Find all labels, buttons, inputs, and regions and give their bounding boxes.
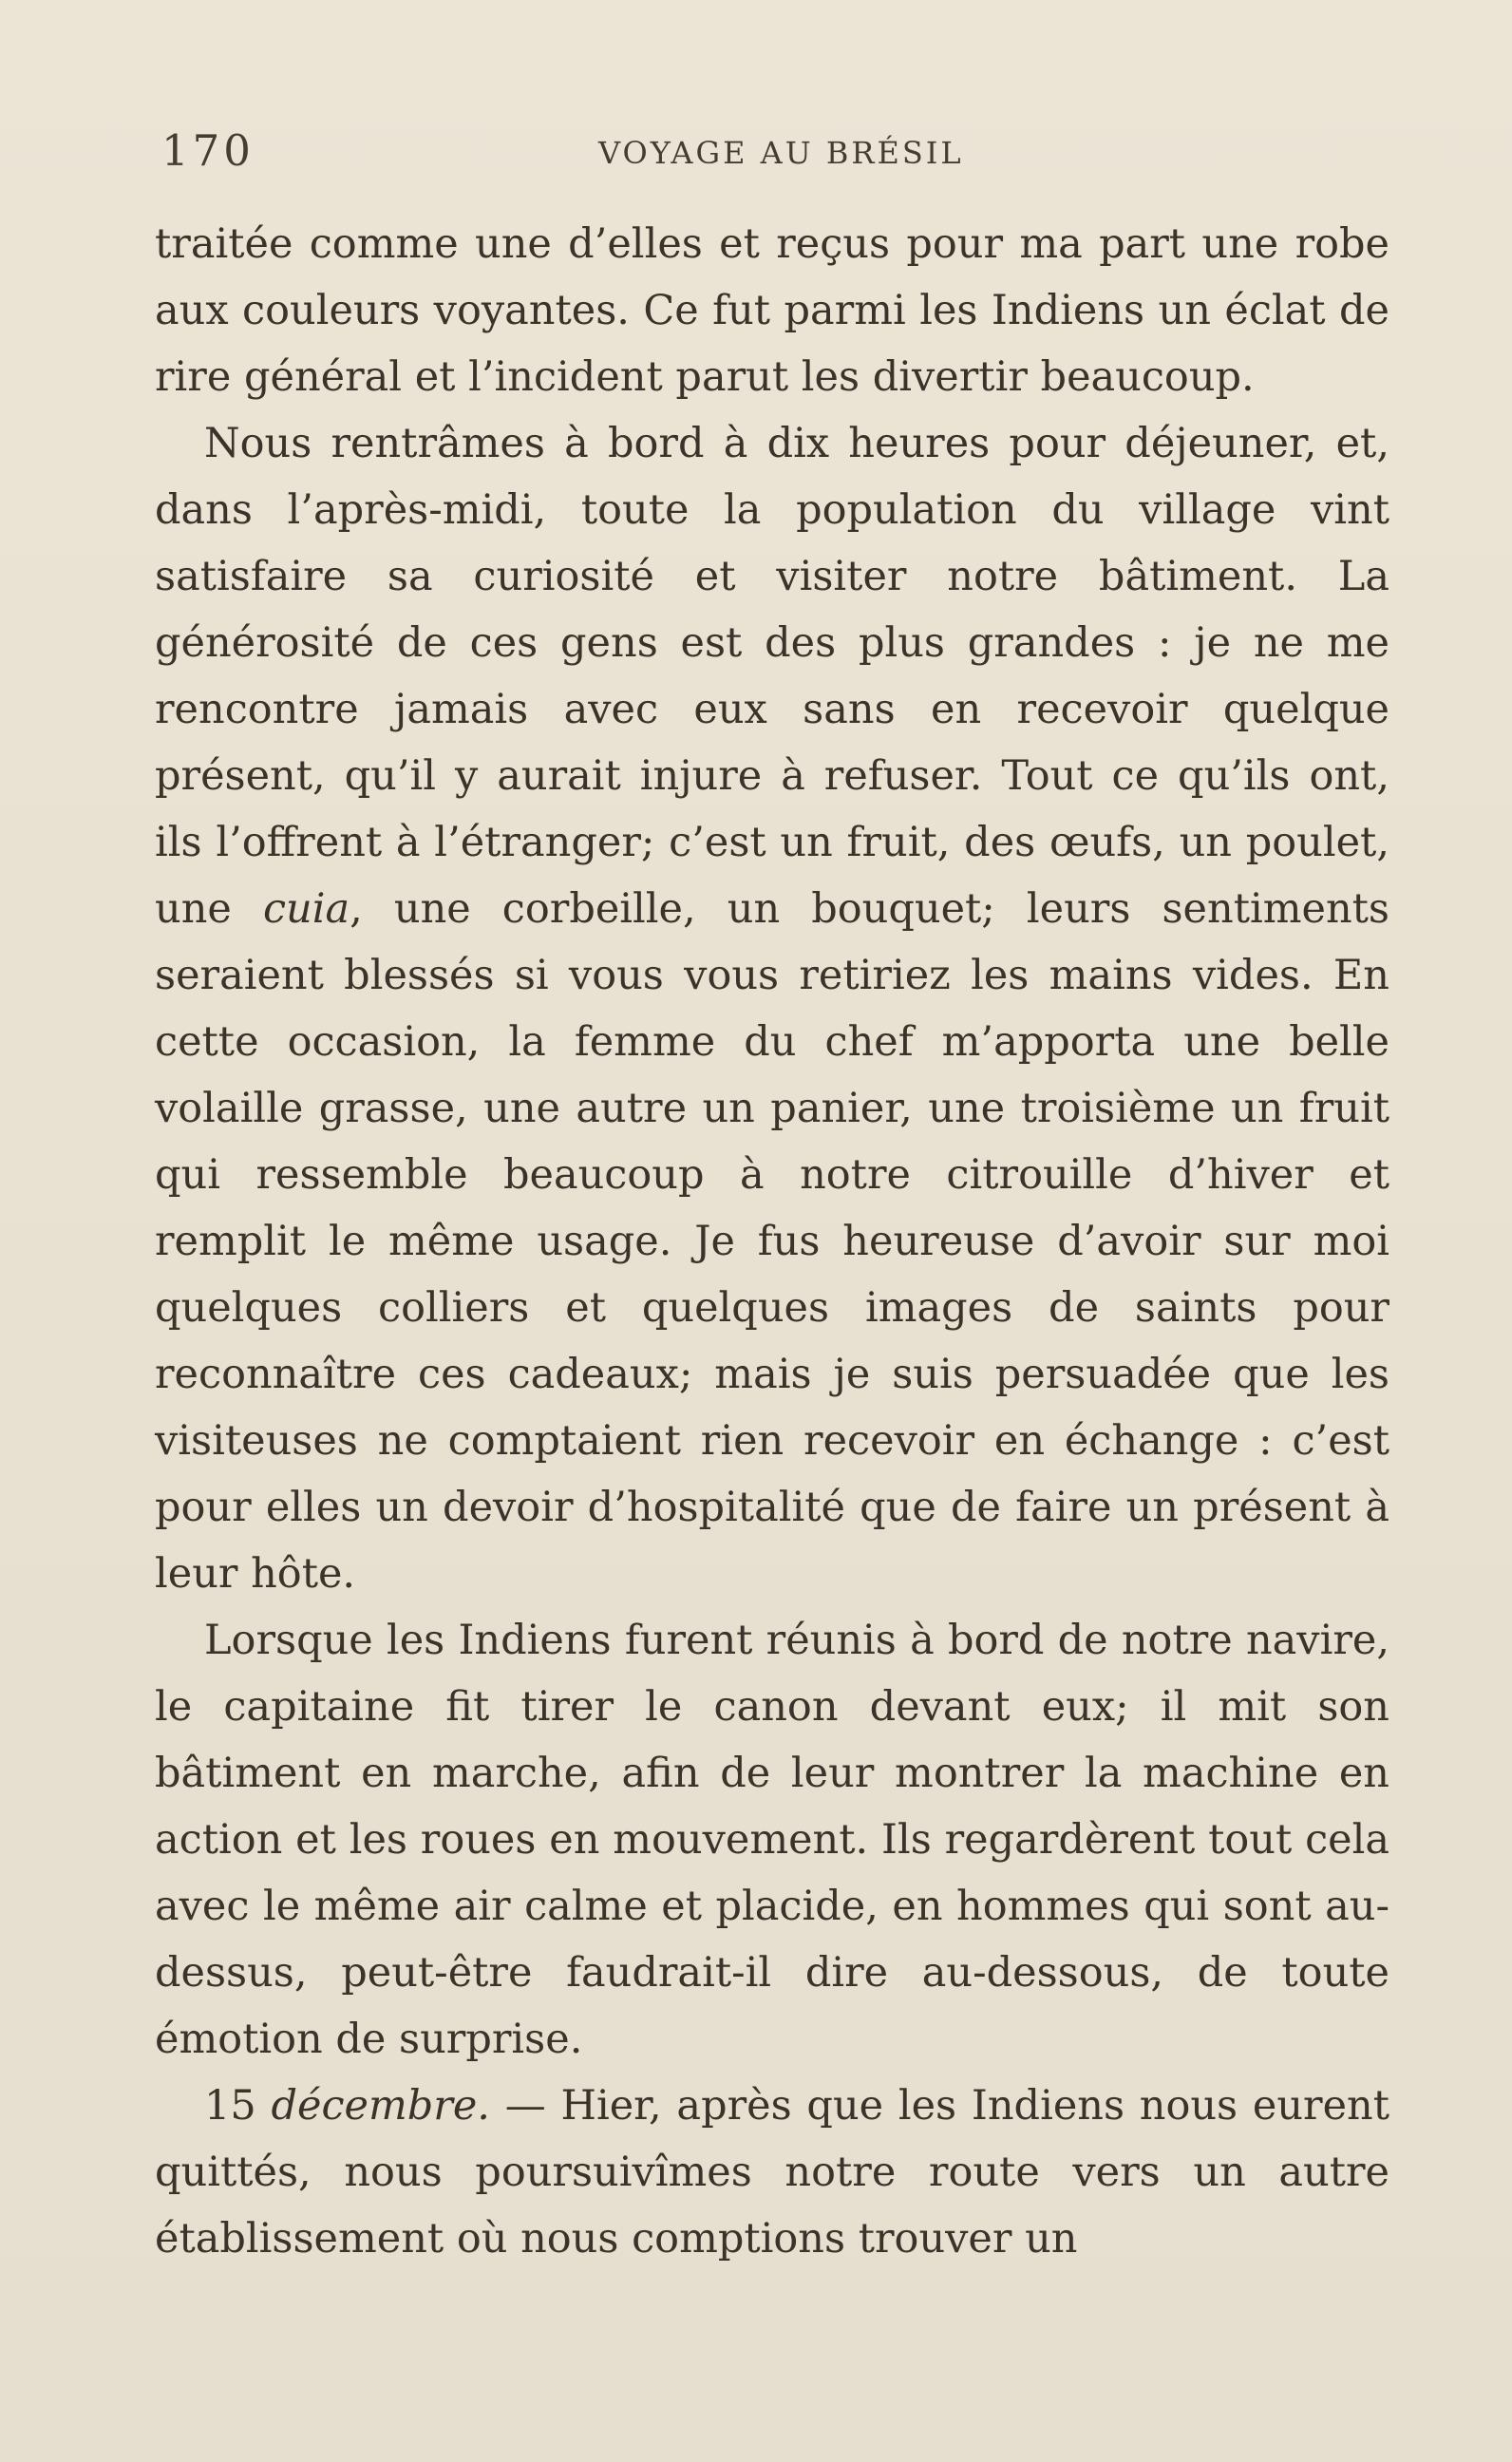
paragraph-1-text: traitée comme une d’elles et reçus pour ma part une robe aux couleurs voyantes. Ce fut parmi les Indiens un éclat de rire général et l’incident parut les divertir beaucoup. — [155, 220, 1389, 401]
running-title: VOYAGE AU BRÉSIL — [598, 135, 964, 171]
paragraph-3-text: Lorsque les Indiens furent réunis à bord de notre navire, le capitaine fit tirer le canon devant eux; il mit son bâtiment en marche, afin de leur montrer la machine en action et les roues en mouvement. Ils regardèrent tout cela avec le même air calme et placide, en hommes qui sont au-dessus, peut-être faudrait-il dire au-dessous, de toute émotion de surprise. — [155, 1617, 1389, 2063]
paragraph-2-text: Nous rentrâmes à bord à dix heures pour déjeuner, et, dans l’après-midi, toute la population du village vint satisfaire sa curiosité et visiter notre bâtiment. La générosité de ces gens est des plus grandes : je ne me rencontre jamais avec eux sans en recevoir quelque présent, qu’il y aurait injure à refuser. Tout ce qu’ils ont, ils l’offrent à l’étranger; c’est un fruit, des œufs, un poulet, une — [155, 420, 1389, 933]
page-header — [161, 125, 1396, 182]
page-number: 170 — [161, 125, 255, 176]
paragraph-3 — [155, 1607, 1389, 2073]
paragraph-2-text-cont: , une corbeille, un bouquet; leurs sentiments seraient blessés si vous vous retiriez les mains vides. En cette occasion, la femme du chef m’apporta une belle volaille grasse, une autre un panier, une troisième un fruit qui ressemble beaucoup à notre citrouille d’hiver et remplit le même usage. Je fus heureuse d’avoir sur moi quelques colliers et quelques images de saints pour reconnaître ces cadeaux; mais je suis persuadée que les visiteuses ne comptaient rien recevoir en échange : c’est pour elles un devoir d’hospitalité que de faire un présent à leur hôte. — [155, 885, 1389, 1598]
paragraph-2 — [155, 410, 1389, 1607]
paragraph-4 — [155, 2073, 1389, 2272]
diary-date-month: décembre. — [271, 2082, 490, 2130]
paragraph-4-text: — Hier, après que les Indiens nous eurent quittés, nous poursuivîmes notre route vers un autre établissement où nous comptions trouver un — [155, 2082, 1390, 2263]
body-text — [155, 211, 1389, 2272]
diary-date-day: 15 — [204, 2082, 272, 2130]
paragraph-1 — [155, 211, 1389, 410]
italic-term: cuia — [262, 885, 350, 933]
